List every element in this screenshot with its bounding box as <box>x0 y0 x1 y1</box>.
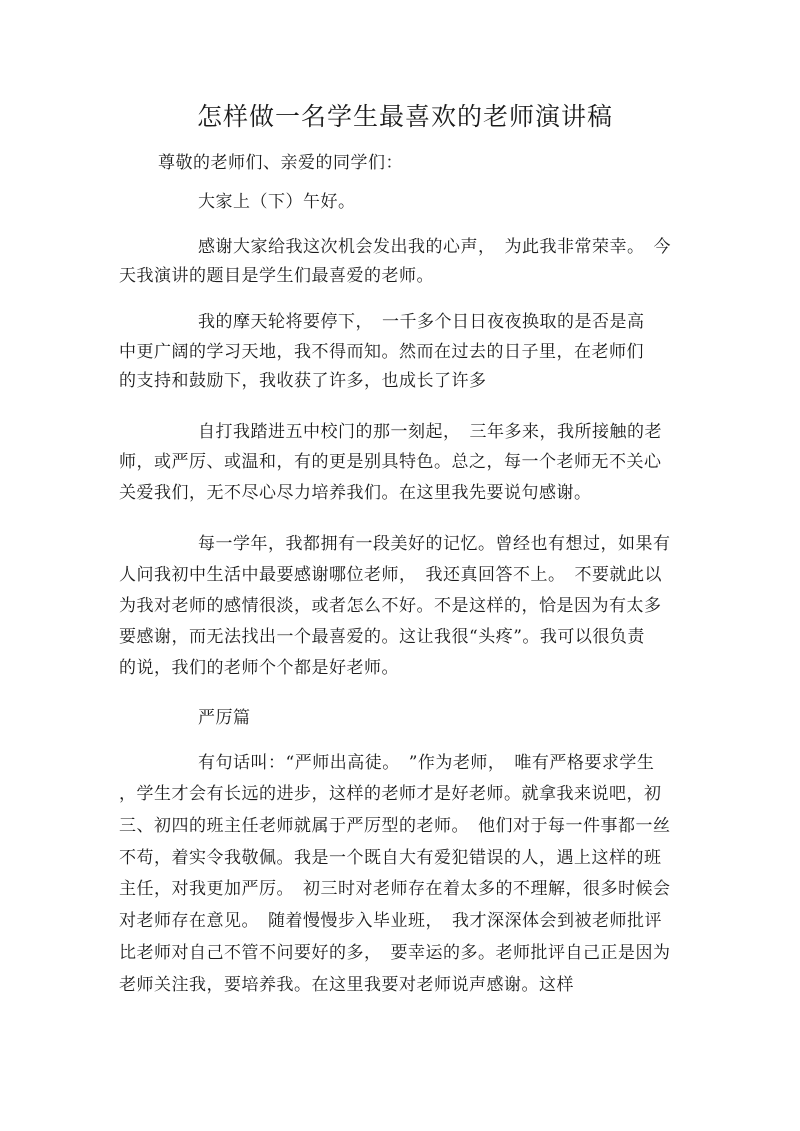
paragraph-line: 不苟，着实令我敬佩。我是一个既自大有爱犯错误的人，遇上这样的班 <box>119 848 662 868</box>
document-title: 怎样做一名学生最喜欢的老师演讲稿 <box>196 102 613 131</box>
paragraph-line: 为我对老师的感情很淡，或者怎么不好。不是这样的，恰是因为有太多 <box>119 596 662 616</box>
paragraph-line: 的支持和鼓励下，我收获了许多，也成长了许多 <box>119 371 487 391</box>
paragraph-line: 我的摩天轮将要停下， 一千多个日日夜夜换取的是否是高 <box>198 312 645 332</box>
paragraph-line: 人问我初中生活中最要感谢哪位老师， 我还真回答不上。 不要就此以 <box>119 565 662 585</box>
paragraph-line: 大家上（下）午好。 <box>198 192 356 212</box>
section-heading: 严厉篇 <box>198 708 251 728</box>
paragraph-line: 感谢大家给我这次机会发出我的心声， 为此我非常荣幸。 今 <box>198 237 671 257</box>
paragraph-line: 老师关注我，要培养我。在这里我要对老师说声感谢。这样 <box>119 975 574 995</box>
paragraph-line: 对老师存在意见。 随着慢慢步入毕业班， 我才深深体会到被老师批评 <box>119 911 662 931</box>
paragraph-line: 自打我踏进五中校门的那一刻起， 三年多来，我所接触的老 <box>198 422 662 442</box>
paragraph-line: 关爱我们，无不尽心尽力培养我们。在这里我先要说句感谢。 <box>119 483 592 503</box>
paragraph-line: 的说，我们的老师个个都是好老师。 <box>119 658 399 678</box>
paragraph-line: 中更广阔的学习天地，我不得而知。然而在过去的日子里，在老师们 <box>119 342 644 362</box>
paragraph-line: 天我演讲的题目是学生们最喜爱的老师。 <box>119 266 434 286</box>
paragraph-line: 三、初四的班主任老师就属于严厉型的老师。 他们对于每一件事都一丝 <box>119 816 671 836</box>
paragraph-line: 主任，对我更加严厉。 初三时对老师存在着太多的不理解，很多时候会 <box>119 879 671 899</box>
paragraph-line: 比老师对自己不管不问要好的多， 要幸运的多。老师批评自己正是因为 <box>119 943 671 963</box>
greeting-line: 尊敬的老师们、亲爱的同学们： <box>158 153 403 173</box>
paragraph-line: 师，或严厉、或温和，有的更是别具特色。总之，每一个老师无不关心 <box>119 452 662 472</box>
paragraph-line: 有句话叫：“严师出高徒。 ”作为老师， 唯有严格要求学生 <box>198 753 655 773</box>
paragraph-line: 要感谢，而无法找出一个最喜爱的。这让我很“头疼”。我可以很负责 <box>119 627 645 647</box>
paragraph-line: 每一学年，我都拥有一段美好的记忆。曾经也有想过，如果有 <box>198 534 671 554</box>
paragraph-line: ，学生才会有长远的进步，这样的老师才是好老师。就拿我来说吧，初 <box>119 784 662 804</box>
